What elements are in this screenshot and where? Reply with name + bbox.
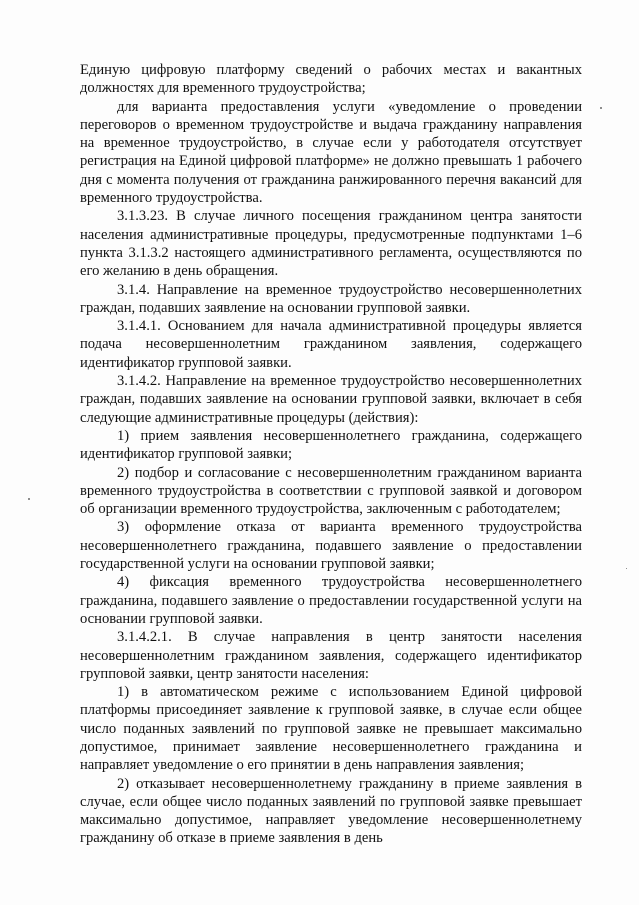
scan-speck [28, 498, 30, 500]
paragraph-3-1-3-23: 3.1.3.23. В случае личного посещения гражданином центра занятости населения административные процедуры, предусмотренные подпунктами 1–6 пункта 3.1.3.2 настоящего административного регламента, осуществляются по его желанию в день обращения. [80, 208, 582, 280]
scan-speck [626, 568, 627, 569]
list-item-2: 2) подбор и согласование с несовершеннолетним гражданином варианта временного трудоустройства в соответствии с групповой заявкой и договором об организации временного трудоустройства, заключенным с работодателем; [80, 464, 582, 518]
paragraph-notification-deadline: для варианта предоставления услуги «уведомление о проведении переговоров о временном трудоустройстве и выдача гражданину направления на временное трудоустройство, в случае если у работодателя отсутствует регистрация на Единой цифровой платформе» не должно превышать 1 рабочего дня с момента получения от гражданина ранжированного перечня вакансий для временного трудоустройства. [80, 98, 582, 207]
document-body [80, 61, 582, 848]
list-item-3: 3) оформление отказа от варианта временного трудоустройства несовершеннолетнего гражданина, подавшего заявление о предоставлении государственной услуги на основании групповой заявки; [80, 519, 582, 573]
list-item-4: 4) фиксация временного трудоустройства несовершеннолетнего гражданина, подавшего заявление о предоставлении государственной услуги на основании групповой заявки. [80, 574, 582, 627]
paragraph-3-1-4-1: 3.1.4.1. Основанием для начала административной процедуры является подача несовершеннолетним гражданином заявления, содержащего идентификатор групповой заявки. [80, 318, 582, 371]
subitem-2: 2) отказывает несовершеннолетнему гражданину в приеме заявления в случае, если общее число поданных заявлений по групповой заявке превышает максимально допустимое, направляет уведомление несовершеннолетнему гражданину об отказе в приеме заявления в день [80, 775, 582, 847]
scan-speck [600, 107, 602, 109]
list-item-1: 1) прием заявления несовершеннолетнего гражданина, содержащего идентификатор групповой заявки; [80, 427, 582, 463]
paragraph-3-1-4-2-1: 3.1.4.2.1. В случае направления в центр занятости населения несовершеннолетним гражданином заявления, содержащего идентификатор групповой заявки, центр занятости населения: [80, 629, 582, 682]
paragraph-3-1-4-2: 3.1.4.2. Направление на временное трудоустройство несовершеннолетних граждан, подавших заявление на основании групповой заявки, включает в себя следующие административные процедуры (действия): [80, 373, 582, 426]
subitem-1: 1) в автоматическом режиме с использованием Единой цифровой платформы присоединяет заявление к групповой заявке, в случае если общее число поданных заявлений по групповой заявке не превышает максимально допустимое, принимает заявление несовершеннолетнего гражданина и направляет уведомление о его принятии в день направления заявления; [80, 684, 582, 774]
paragraph-continuation: Единую цифровую платформу сведений о рабочих местах и вакантных должностях для временного трудоустройства; [80, 62, 582, 97]
paragraph-3-1-4: 3.1.4. Направление на временное трудоустройство несовершеннолетних граждан, подавших заявление на основании групповой заявки. [80, 281, 582, 316]
